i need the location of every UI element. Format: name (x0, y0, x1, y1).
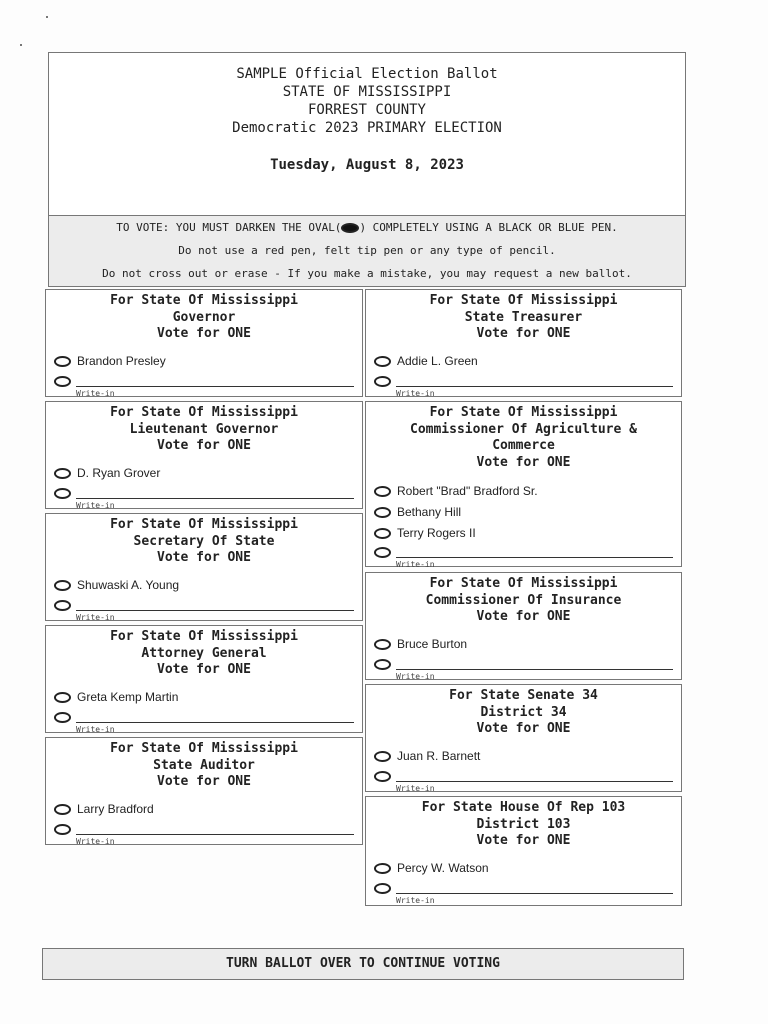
candidate-name: Terry Rogers II (397, 526, 476, 540)
vote-oval[interactable] (374, 883, 391, 894)
write-in-option[interactable] (54, 824, 354, 846)
contest-secretary-of-state (45, 513, 363, 621)
vote-oval[interactable] (54, 580, 71, 591)
contest-header (366, 685, 681, 738)
contest-header (46, 290, 362, 343)
vote-for-count: Vote for ONE (476, 721, 571, 736)
instruction-line-1 (49, 216, 685, 239)
write-in-label: Write-in (396, 560, 435, 569)
write-in-option[interactable] (374, 659, 673, 681)
filled-oval-icon (341, 223, 359, 233)
contest-jurisdiction: For State Of Mississippi (110, 405, 298, 420)
vote-oval[interactable] (54, 600, 71, 611)
contest-header (366, 573, 681, 626)
contest-office: Lieutenant Governor (129, 421, 279, 437)
vote-for-count: Vote for ONE (476, 609, 571, 624)
contest-office: Commerce (492, 438, 555, 453)
contest-jurisdiction: For State Of Mississippi (110, 629, 298, 644)
instruction-line-2: Do not use a red pen, felt tip pen or any type of pencil. (178, 244, 556, 257)
contest-state-senate-34 (365, 684, 682, 792)
contest-commissioner-insurance (365, 572, 682, 680)
write-in-line[interactable] (396, 386, 673, 387)
contest-jurisdiction: For State House Of Rep 103 (421, 800, 626, 815)
candidate-name: Bruce Burton (397, 637, 468, 651)
contest-state-auditor (45, 737, 363, 845)
write-in-label: Write-in (396, 784, 435, 793)
contest-header (46, 402, 362, 455)
candidate-name: D. Ryan Grover (77, 466, 161, 480)
vote-oval[interactable] (54, 824, 71, 835)
vote-oval[interactable] (374, 863, 391, 874)
vote-oval[interactable] (374, 547, 391, 558)
write-in-option[interactable] (54, 376, 354, 398)
vote-for-count: Vote for ONE (157, 326, 251, 341)
contest-header (46, 626, 362, 679)
write-in-label: Write-in (76, 837, 115, 846)
vote-oval[interactable] (54, 804, 71, 815)
candidate-name: Greta Kemp Martin (77, 690, 179, 704)
vote-oval[interactable] (374, 659, 391, 670)
vote-oval[interactable] (54, 488, 71, 499)
write-in-line[interactable] (396, 893, 673, 894)
vote-for-count: Vote for ONE (157, 550, 251, 565)
contest-office: Attorney General (141, 645, 267, 661)
scan-speck (46, 16, 48, 18)
candidate-option[interactable] (374, 505, 461, 519)
instruction-text: TO VOTE: YOU MUST DARKEN THE OVAL( (116, 221, 342, 234)
write-in-label: Write-in (76, 725, 115, 734)
contest-jurisdiction: For State Of Mississippi (110, 741, 298, 756)
instruction-text: ) COMPLETELY USING A BLACK OR BLUE PEN. (359, 221, 618, 234)
vote-oval[interactable] (374, 639, 391, 650)
contest-governor (45, 289, 363, 397)
candidate-option[interactable] (374, 637, 467, 651)
candidate-option[interactable] (54, 354, 166, 368)
vote-for-count: Vote for ONE (476, 326, 571, 341)
vote-for-count: Vote for ONE (157, 662, 251, 677)
contest-office: Governor (172, 309, 236, 325)
contest-office: District 103 (476, 816, 571, 832)
voting-instructions (48, 215, 686, 287)
contest-jurisdiction: For State Of Mississippi (429, 405, 618, 420)
write-in-line[interactable] (396, 557, 673, 558)
write-in-option[interactable] (54, 488, 354, 510)
candidate-option[interactable] (374, 484, 538, 498)
write-in-option[interactable] (374, 771, 673, 793)
candidate-name: Addie L. Green (397, 354, 478, 368)
instruction-line-3: Do not cross out or erase - If you make a mistake, you may request a new ballot. (102, 267, 632, 280)
contest-header (366, 797, 681, 850)
vote-oval[interactable] (374, 376, 391, 387)
write-in-line[interactable] (76, 834, 354, 835)
vote-for-count: Vote for ONE (157, 438, 251, 453)
candidate-option[interactable] (54, 690, 178, 704)
write-in-line[interactable] (76, 498, 354, 499)
contest-jurisdiction: For State Of Mississippi (110, 293, 298, 308)
contest-office: Commissioner Of Insurance (425, 592, 622, 608)
write-in-label: Write-in (76, 501, 115, 510)
contest-header (46, 738, 362, 791)
vote-oval[interactable] (54, 468, 71, 479)
candidate-option[interactable] (374, 749, 480, 763)
candidate-name: Percy W. Watson (397, 861, 489, 875)
contest-office: District 34 (480, 704, 567, 720)
candidate-option[interactable] (374, 354, 478, 368)
write-in-line[interactable] (396, 669, 673, 670)
write-in-option[interactable] (374, 547, 673, 569)
contest-jurisdiction: For State Of Mississippi (110, 517, 298, 532)
contest-office: State Treasurer (464, 309, 583, 325)
contest-commissioner-agriculture (365, 401, 682, 567)
contest-office: Secretary Of State (133, 533, 275, 549)
turn-over-notice: TURN BALLOT OVER TO CONTINUE VOTING (42, 948, 684, 980)
contest-state-house-103 (365, 796, 682, 906)
candidate-option[interactable] (54, 578, 179, 592)
contest-jurisdiction: For State Of Mississippi (429, 576, 618, 591)
candidate-option[interactable] (54, 466, 160, 480)
state-name: STATE OF MISSISSIPPI (282, 84, 452, 100)
vote-oval[interactable] (54, 376, 71, 387)
write-in-line[interactable] (396, 781, 673, 782)
candidate-option[interactable] (374, 526, 476, 540)
vote-oval[interactable] (374, 486, 391, 497)
candidate-name: Bethany Hill (397, 505, 462, 519)
contest-header (366, 290, 681, 343)
write-in-option[interactable] (374, 883, 673, 905)
contest-jurisdiction: For State Senate 34 (449, 688, 598, 703)
write-in-option[interactable] (54, 712, 354, 734)
vote-oval[interactable] (374, 507, 391, 518)
write-in-line[interactable] (76, 386, 354, 387)
candidate-option[interactable] (374, 861, 489, 875)
vote-oval[interactable] (54, 356, 71, 367)
candidate-option[interactable] (54, 802, 154, 816)
ballot-header (48, 52, 686, 216)
vote-oval[interactable] (374, 771, 391, 782)
contest-lieutenant-governor (45, 401, 363, 509)
election-name: Democratic 2023 PRIMARY ELECTION (232, 120, 502, 136)
vote-for-count: Vote for ONE (476, 454, 571, 470)
scan-speck (20, 44, 22, 46)
write-in-option[interactable] (54, 600, 354, 622)
candidate-name: Robert "Brad" Bradford Sr. (397, 484, 538, 498)
candidate-name: Brandon Presley (77, 354, 166, 368)
candidate-name: Larry Bradford (77, 802, 154, 816)
write-in-label: Write-in (76, 389, 115, 398)
candidate-name: Juan R. Barnett (397, 749, 481, 763)
write-in-label: Write-in (396, 896, 435, 905)
vote-oval[interactable] (54, 712, 71, 723)
contest-state-treasurer (365, 289, 682, 397)
contest-attorney-general (45, 625, 363, 733)
vote-oval[interactable] (54, 692, 71, 703)
vote-oval[interactable] (374, 356, 391, 367)
vote-for-count: Vote for ONE (157, 774, 251, 789)
ballot-title: SAMPLE Official Election Ballot (236, 66, 498, 82)
candidate-name: Shuwaski A. Young (77, 578, 180, 592)
election-date: Tuesday, August 8, 2023 (270, 157, 464, 173)
contest-jurisdiction: For State Of Mississippi (429, 293, 618, 308)
vote-oval[interactable] (374, 751, 391, 762)
write-in-option[interactable] (374, 376, 673, 398)
vote-for-count: Vote for ONE (476, 833, 571, 848)
write-in-label: Write-in (396, 389, 435, 398)
write-in-line[interactable] (76, 610, 354, 611)
contest-header (366, 402, 681, 471)
county-name: FORREST COUNTY (307, 102, 426, 118)
write-in-label: Write-in (76, 613, 115, 622)
vote-oval[interactable] (374, 528, 391, 539)
contest-header (46, 514, 362, 567)
contest-office: State Auditor (153, 757, 255, 773)
write-in-label: Write-in (396, 672, 435, 681)
write-in-line[interactable] (76, 722, 354, 723)
contest-office: Commissioner Of Agriculture & (410, 421, 637, 437)
